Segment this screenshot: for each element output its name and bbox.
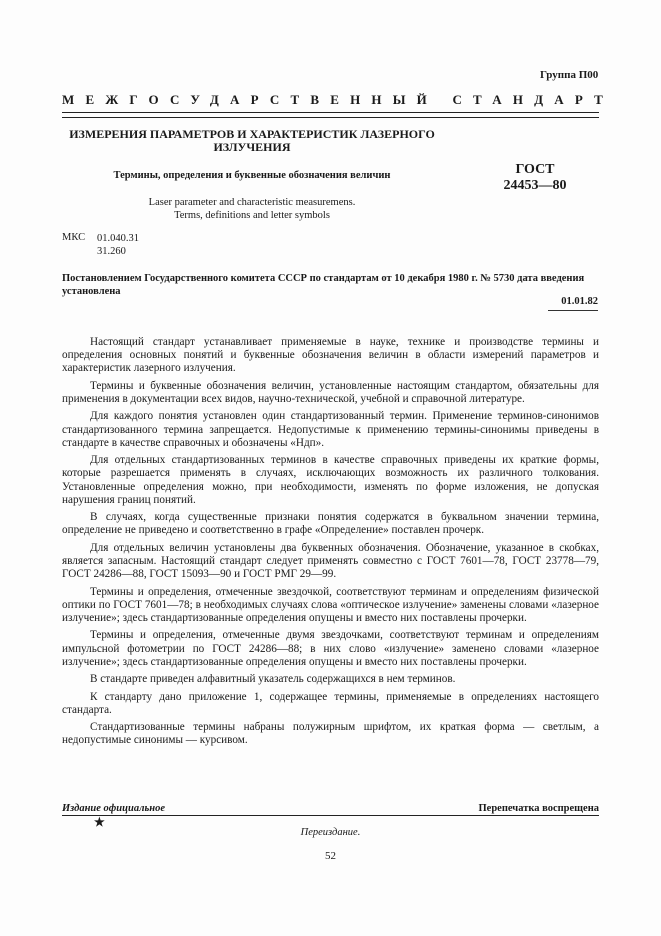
page-number: 52 — [325, 850, 336, 862]
gost-code: 24453—80 — [503, 178, 567, 193]
paragraph: Термины и определения, отмеченные звездочкой, соответствуют терминам и определениям физической оптики по ГОСТ 7601—78; в необходимых случаях слова «оптическое излучение» заменены словами «лазерное излучение»; здесь стандартизованные определения опущены и вместо них поставлены прочерки. — [62, 585, 599, 624]
subtitle-english-line1: Laser parameter and characteristic measuremens. — [148, 197, 356, 208]
document-title: ИЗМЕРЕНИЯ ПАРАМЕТРОВ И ХАРАКТЕРИСТИК ЛАЗЕРНОГО ИЗЛУЧЕНИЯ — [69, 127, 435, 154]
paragraph: Термины и определения, отмеченные двумя звездочками, соответствуют терминам и определениям импульсной фотометрии по ГОСТ 24286—88; в них слово «излучение» заменено словами «лазерное излучение»; здесь стандартизованные определения опущены и вместо них поставлены прочерки. — [62, 629, 599, 668]
footer-rule — [62, 815, 599, 816]
subtitle-russian: Термины, определения и буквенные обозначения величин — [113, 170, 391, 181]
paragraph: Для отдельных величин установлены два буквенных обозначения. Обозначение, указанное в скобках, является запасным. Настоящий стандарт следует применять совместно с ГОСТ 7601—78, ГОСТ 23778—79, ГОСТ 24286—88, ГОСТ 15093—90 и ГОСТ РМГ 29—99. — [62, 541, 599, 581]
decree-text: Постановлением Государственного комитета СССР по стандартам от 10 декабря 1980 г. № 5730 дата введения установлена — [62, 273, 585, 297]
group-code: Группа П00 — [540, 69, 599, 81]
header-rule-top — [62, 112, 599, 113]
subtitle-english-line2: Terms, definitions and letter symbols — [174, 210, 330, 221]
mks-codes — [97, 232, 139, 258]
reissue-note: Переиздание. — [300, 827, 361, 838]
paragraph: К стандарту дано приложение 1, содержащее термины, применяемые в определениях настоящего стандарта. — [62, 690, 599, 716]
gost-label: ГОСТ — [515, 162, 555, 177]
date-underline — [548, 310, 598, 311]
edition-label: Издание официальное — [62, 803, 166, 814]
gost-number — [470, 162, 600, 194]
paragraph: В случаях, когда существенные признаки понятия содержатся в буквальном значении термина, определение не приведено и соответственно в графе «Определение» поставлен прочерк. — [62, 511, 599, 537]
body-text — [62, 336, 599, 752]
paragraph: Для каждого понятия установлен один стандартизованный термин. Применение терминов-синонимов стандартизованного термина запрещается. Недопустимые к применению термины-синонимы приведены в стандарте в качестве справочных и обозначены «Ндп». — [62, 410, 599, 449]
reprint-prohibited: Перепечатка воспрещена — [478, 803, 599, 814]
paragraph: Термины и буквенные обозначения величин, установленные настоящим стандартом, обязательны для применения в документации всех видов, научно-технической, учебной и справочной литературе. — [62, 379, 599, 405]
paragraph: В стандарте приведен алфавитный указатель содержащихся в нем терминов. — [90, 673, 456, 686]
subtitle-english — [62, 196, 442, 222]
star-mark: ★ — [94, 815, 105, 829]
mks-code: 01.040.31 — [97, 233, 139, 244]
paragraph: Стандартизованные термины набраны полужирным шрифтом, их краткая форма — светлым, а недопустимые синонимы — курсивом. — [62, 721, 599, 747]
effective-date: 01.01.82 — [561, 296, 598, 307]
standard-banner: МЕЖГОСУДАРСТВЕННЫЙ СТАНДАРТ — [62, 92, 615, 107]
paragraph: Настоящий стандарт устанавливает применяемые в науке, технике и производстве термины и определения основных понятий и буквенные обозначения величин в области измерений параметров и характеристик лазерного излучения. — [62, 336, 599, 375]
paragraph: Для отдельных стандартизованных терминов в качестве справочных приведены их краткие формы, которые разрешается применять в случаях, исключающих возможность их различного толкования. Установленные определения можно, при необходимости, изменять по форме изложения, не допуская нарушения границ понятий. — [62, 454, 599, 506]
mks-code: 31.260 — [97, 246, 126, 257]
header-rule-bottom — [62, 117, 599, 118]
mks-label: МКС — [62, 232, 86, 243]
